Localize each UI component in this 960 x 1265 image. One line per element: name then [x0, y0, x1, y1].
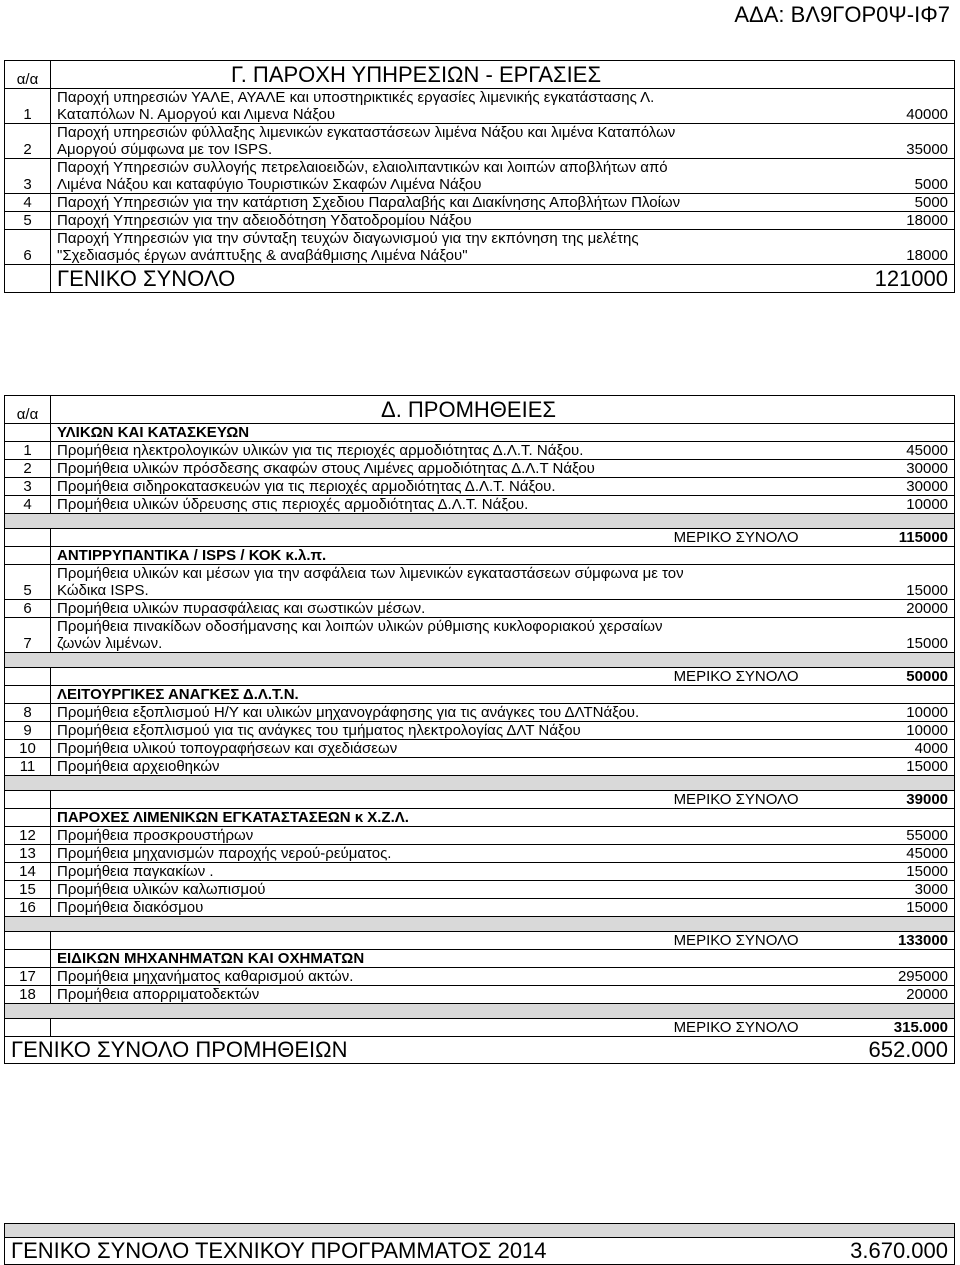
item-number: 3 [5, 159, 51, 194]
separator-row [5, 776, 955, 791]
item-number: 2 [5, 460, 51, 478]
item-description [51, 827, 805, 845]
item-description-line: Κώδικα ISPS. [57, 582, 149, 599]
item-amount: 5000 [805, 194, 955, 212]
item-description [51, 460, 805, 478]
item-amount: 15000 [805, 758, 955, 776]
item-description-line: Προμήθεια ηλεκτρολογικών υλικών για τις περιοχές αρμοδιότητας Δ.Λ.Τ. Νάξου. [57, 442, 584, 459]
item-number: 11 [5, 758, 51, 776]
item-amount: 30000 [805, 478, 955, 496]
table-row [5, 89, 955, 124]
item-description [51, 212, 805, 230]
item-amount: 15000 [805, 899, 955, 917]
item-description-line: Προμήθεια μηχανισμών παροχής νερού-ρεύματος. [57, 845, 392, 862]
total-value: 652.000 [805, 1037, 955, 1064]
empty-cell [5, 809, 51, 827]
separator-cell [5, 653, 955, 668]
item-number: 9 [5, 722, 51, 740]
item-description [51, 845, 805, 863]
item-description-line: Προμήθεια υλικών ύδρευσης στις περιοχές αρμοδιότητας Δ.Λ.Τ. Νάξου. [57, 496, 529, 513]
services-table [4, 60, 955, 293]
item-description [51, 194, 805, 212]
group-heading-row [5, 424, 955, 442]
subtotal-label: ΜΕΡΙΚΟ ΣΥΝΟΛΟ [51, 791, 805, 809]
item-description-line: "Σχεδιασμός έργων ανάπτυξης & αναβάθμισης Λιμένα Νάξου" [57, 247, 468, 264]
item-description-line: Λιμένα Νάξου και καταφύγιο Τουριστικών Σκαφών Λιμένα Νάξου [57, 176, 482, 193]
group-heading: ΠΑΡΟΧΕΣ ΛΙΜΕΝΙΚΩΝ ΕΓΚΑΤΑΣΤΑΣΕΩΝ κ Χ.Ζ.Λ. [51, 809, 955, 827]
item-number: 2 [5, 124, 51, 159]
item-description [51, 159, 805, 194]
table-row [5, 863, 955, 881]
item-description-line: Προμήθεια εξοπλισμού Η/Υ και υλικών μηχανογράφησης για τις ανάγκες του ΔΛΤΝάξου. [57, 704, 640, 721]
empty-cell [5, 1019, 51, 1037]
table-row [5, 968, 955, 986]
subtotal-value: 50000 [805, 668, 955, 686]
total-label: ΓΕΝΙΚΟ ΣΥΝΟΛΟ ΠΡΟΜΗΘΕΙΩΝ [5, 1037, 805, 1064]
item-description [51, 899, 805, 917]
item-number: 4 [5, 496, 51, 514]
separator-cell [5, 1004, 955, 1019]
item-description-line: Προμήθεια υλικών καλωπισμού [57, 881, 266, 898]
item-amount: 15000 [805, 565, 955, 600]
item-number: 7 [5, 618, 51, 653]
item-description [51, 968, 805, 986]
item-number: 6 [5, 600, 51, 618]
table-row [5, 899, 955, 917]
item-number: 5 [5, 565, 51, 600]
item-description-line: Προμήθεια μηχανήματος καθαρισμού ακτών. [57, 968, 354, 985]
item-description-line: Παροχή Υπηρεσιών για την αδειοδότηση Υδατοδρομίου Νάξου [57, 212, 472, 229]
empty-cell [5, 668, 51, 686]
separator-cell [5, 776, 955, 791]
item-amount: 18000 [805, 212, 955, 230]
subtotal-value: 115000 [805, 529, 955, 547]
table-row [5, 212, 955, 230]
total-value: 121000 [805, 265, 955, 293]
table-row [5, 881, 955, 899]
item-amount: 45000 [805, 845, 955, 863]
table-row [5, 740, 955, 758]
group-heading: ΑΝΤΙΡΡΥΠΑΝΤΙΚΑ / ISPS / ΚΟΚ κ.λ.π. [51, 547, 955, 565]
subtotal-value: 39000 [805, 791, 955, 809]
item-description-line: Παροχή Υπηρεσιών για την σύνταξη τευχών διαγωνισμού για την εκπόνηση της μελέτης [57, 230, 639, 247]
item-description [51, 740, 805, 758]
separator-row [5, 514, 955, 529]
supplies-table [4, 395, 955, 1064]
item-description-line: Προμήθεια απορριματοδεκτών [57, 986, 260, 1003]
item-description-line: Προμήθεια παγκακίων . [57, 863, 214, 880]
item-amount: 40000 [805, 89, 955, 124]
item-description [51, 881, 805, 899]
item-description [51, 863, 805, 881]
total-row [5, 1037, 955, 1064]
subtotal-value: 315.000 [805, 1019, 955, 1037]
item-amount: 5000 [805, 159, 955, 194]
item-number: 1 [5, 89, 51, 124]
section-title: Δ. ΠΡΟΜΗΘΕΙΕΣ [51, 396, 955, 424]
item-description [51, 496, 805, 514]
table-row [5, 827, 955, 845]
item-description-line: Προμήθεια εξοπλισμού για τις ανάγκες του τμήματος ηλεκτρολογίας ΔΛΤ Νάξου [57, 722, 581, 739]
item-description-line: Προμήθεια υλικών και μέσων για την ασφάλεια των λιμενικών εγκαταστάσεων σύμφωνα με τον [57, 565, 684, 582]
table-row [5, 600, 955, 618]
group-heading-row [5, 686, 955, 704]
group-heading-row [5, 547, 955, 565]
table-row [5, 478, 955, 496]
item-description [51, 758, 805, 776]
item-description [51, 89, 805, 124]
item-description-line: Καταπόλων Ν. Αμοργού και Λιμενα Νάξου [57, 106, 336, 123]
item-description-line: Προμήθεια διακόσμου [57, 899, 204, 916]
table-row [5, 159, 955, 194]
item-description [51, 722, 805, 740]
item-description [51, 986, 805, 1004]
group-heading: ΥΛΙΚΩΝ ΚΑΙ ΚΑΤΑΣΚΕΥΩΝ [51, 424, 955, 442]
item-number: 8 [5, 704, 51, 722]
item-number: 3 [5, 478, 51, 496]
separator-row [5, 1004, 955, 1019]
aa-header: α/α [5, 61, 51, 89]
ada-code: ΑΔΑ: ΒΛ9ΓΟΡ0Ψ-ΙΦ7 [734, 2, 950, 27]
subtotal-label: ΜΕΡΙΚΟ ΣΥΝΟΛΟ [51, 1019, 805, 1037]
item-description [51, 600, 805, 618]
item-amount: 10000 [805, 722, 955, 740]
item-number: 1 [5, 442, 51, 460]
item-number: 17 [5, 968, 51, 986]
separator-row [5, 917, 955, 932]
subtotal-label: ΜΕΡΙΚΟ ΣΥΝΟΛΟ [51, 668, 805, 686]
subtotal-row [5, 529, 955, 547]
empty-cell [5, 950, 51, 968]
item-number: 4 [5, 194, 51, 212]
item-amount: 10000 [805, 704, 955, 722]
subtotal-value: 133000 [805, 932, 955, 950]
section-title: Γ. ΠΑΡΟΧΗ ΥΠΗΡΕΣΙΩΝ - ΕΡΓΑΣΙΕΣ [51, 61, 955, 89]
item-description-line: Προμήθεια υλικού τοπογραφήσεων και σχεδιάσεων [57, 740, 398, 757]
empty-cell [5, 529, 51, 547]
item-description-line: Προμήθεια υλικών πυρασφάλειας και σωστικών μέσων. [57, 600, 426, 617]
item-amount: 20000 [805, 600, 955, 618]
item-amount: 4000 [805, 740, 955, 758]
item-amount: 20000 [805, 986, 955, 1004]
subtotal-label: ΜΕΡΙΚΟ ΣΥΝΟΛΟ [51, 932, 805, 950]
table-row [5, 565, 955, 600]
item-number: 6 [5, 230, 51, 265]
grand-total-label: ΓΕΝΙΚΟ ΣΥΝΟΛΟ ΤΕΧΝΙΚΟΥ ΠΡΟΓΡΑΜΜΑΤΟΣ 2014 [5, 1238, 805, 1265]
total-row [5, 265, 955, 293]
table-row [5, 986, 955, 1004]
item-description-line: Αμοργού σύμφωνα με τον ISPS. [57, 141, 273, 158]
item-amount: 35000 [805, 124, 955, 159]
table-row [5, 442, 955, 460]
table-row [5, 124, 955, 159]
item-number: 10 [5, 740, 51, 758]
subtotal-row [5, 668, 955, 686]
empty-cell [5, 932, 51, 950]
item-number: 12 [5, 827, 51, 845]
item-description [51, 565, 805, 600]
aa-header: α/α [5, 396, 51, 424]
item-number: 15 [5, 881, 51, 899]
total-label: ΓΕΝΙΚΟ ΣΥΝΟΛΟ [51, 265, 805, 293]
section-header-row [5, 61, 955, 89]
table-row [5, 758, 955, 776]
item-description-line: Παροχή υπηρεσιών ΥΑΛΕ, ΑΥΑΛΕ και υποστηρικτικές εργασίες λιμενικής εγκατάστασης Λ. [57, 89, 655, 106]
empty-cell [5, 265, 51, 293]
item-description [51, 124, 805, 159]
subtotal-row [5, 791, 955, 809]
group-heading-row [5, 809, 955, 827]
item-description-line: Παροχή υπηρεσιών φύλλαξης λιμενικών εγκαταστάσεων λιμένα Νάξου και λιμένα Καταπόλων [57, 124, 676, 141]
subtotal-row [5, 1019, 955, 1037]
item-amount: 55000 [805, 827, 955, 845]
item-amount: 295000 [805, 968, 955, 986]
item-description [51, 618, 805, 653]
item-description-line: ζωνών λιμένων. [57, 635, 163, 652]
item-description-line: Προμήθεια υλικών πρόσδεσης σκαφών στους Λιμένες αρμοδιότητας Δ.Λ.Τ Νάξου [57, 460, 595, 477]
table-row [5, 618, 955, 653]
table-row [5, 845, 955, 863]
item-description-line: Προμήθεια σιδηροκατασκευών για τις περιοχές αρμοδιότητας Δ.Λ.Τ. Νάξου. [57, 478, 556, 495]
item-description [51, 442, 805, 460]
empty-cell [5, 791, 51, 809]
item-description [51, 704, 805, 722]
item-description-line: Παροχή Υπηρεσιών συλλογής πετρελαιοειδών, ελαιολιπαντικών και λοιπών αποβλήτων από [57, 159, 668, 176]
item-amount: 30000 [805, 460, 955, 478]
item-number: 13 [5, 845, 51, 863]
item-description-line: Παροχή Υπηρεσιών για την κατάρτιση Σχεδιου Παραλαβής και Διακίνησης Αποβλήτων Πλοίων [57, 194, 681, 211]
subtotal-label: ΜΕΡΙΚΟ ΣΥΝΟΛΟ [51, 529, 805, 547]
table-row [5, 194, 955, 212]
empty-cell [5, 547, 51, 565]
item-amount: 10000 [805, 496, 955, 514]
table-row [5, 230, 955, 265]
empty-cell [5, 424, 51, 442]
separator-cell [5, 917, 955, 932]
table-row [5, 704, 955, 722]
table-row [5, 460, 955, 478]
item-amount: 45000 [805, 442, 955, 460]
item-description [51, 478, 805, 496]
separator-row [5, 653, 955, 668]
table-row [5, 496, 955, 514]
separator-cell [5, 514, 955, 529]
item-number: 18 [5, 986, 51, 1004]
group-heading-row [5, 950, 955, 968]
group-heading: ΕΙΔΙΚΩΝ ΜΗΧΑΝΗΜΑΤΩΝ ΚΑΙ ΟΧΗΜΑΤΩΝ [51, 950, 955, 968]
item-description-line: Προμήθεια πινακίδων οδοσήμανσης και λοιπών υλικών ρύθμισης κυκλοφοριακού χερσαίων [57, 618, 663, 635]
item-number: 5 [5, 212, 51, 230]
item-number: 16 [5, 899, 51, 917]
subtotal-row [5, 932, 955, 950]
item-amount: 18000 [805, 230, 955, 265]
item-number: 14 [5, 863, 51, 881]
table-row [5, 722, 955, 740]
item-description [51, 230, 805, 265]
grand-total-value: 3.670.000 [805, 1238, 955, 1265]
empty-cell [5, 686, 51, 704]
item-amount: 3000 [805, 881, 955, 899]
item-amount: 15000 [805, 863, 955, 881]
section-header-row [5, 396, 955, 424]
item-description-line: Προμήθεια προσκρουστήρων [57, 827, 254, 844]
item-amount: 15000 [805, 618, 955, 653]
item-description-line: Προμήθεια αρχειοθηκών [57, 758, 220, 775]
group-heading: ΛΕΙΤΟΥΡΓΙΚΕΣ ΑΝΑΓΚΕΣ Δ.Λ.Τ.Ν. [51, 686, 955, 704]
